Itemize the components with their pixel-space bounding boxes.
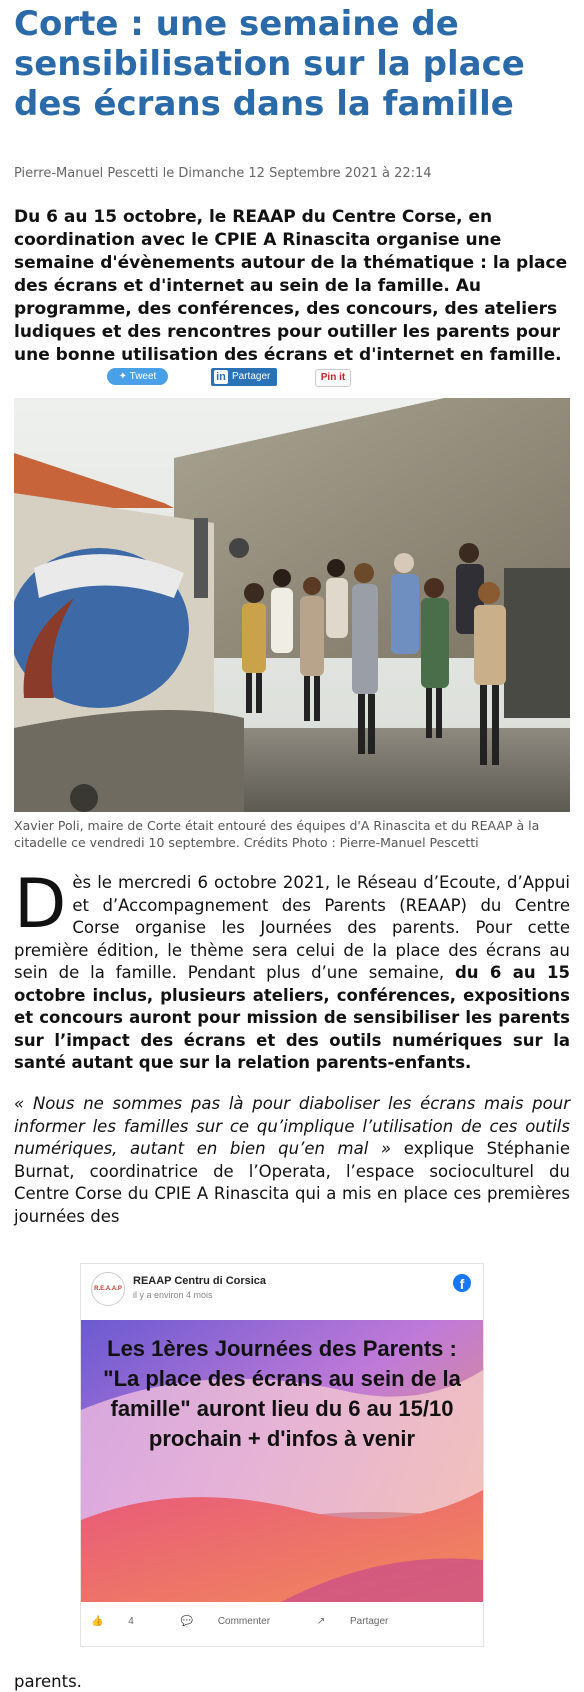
photo-caption: Xavier Poli, maire de Corte était entouré des équipes d'A Rinascita et du REAAP à la citadelle ce vendredi 10 septembre. Crédits Photo : Pierre-Manuel Pescetti [14,818,540,850]
linkedin-icon: in [214,370,228,384]
article-photo [14,398,570,812]
article-title: Corte : une semaine de sensibilisation sur la place des écrans dans la famille [14,4,525,124]
byline: Pierre-Manuel Pescetti le Dimanche 12 Septembre 2021 à 22:14 [14,166,432,181]
pinterest-button[interactable]: Pin it [315,369,351,387]
facebook-post-header [91,1272,471,1308]
body-paragraph-2: « Nous ne sommes pas là pour diaboliser les écrans mais pour informer les familles sur ce qu’implique l’utilisation de ces outils numériques, autant en bien qu’en mal » explique Stéphanie Burnat, coordinatrice de l’Operata, l’espace socioculturel du Centre Corse du CPIE A Rinascita qui a mis en place ces premières journées des [14,1094,571,1226]
facebook-post-actions [91,1616,432,1627]
facebook-embed[interactable] [80,1263,484,1647]
quote-text: « Nous ne sommes pas là pour diaboliser les écrans mais pour informer les familles sur ce qu’implique l’utilisation de ces outils numériques, autant en bien qu’en mal » [14,1094,570,1158]
like-count[interactable]: 👍 4 [91,1616,134,1627]
share-icon: ↗ [316,1616,326,1627]
facebook-icon[interactable]: f [453,1274,471,1292]
comment-button[interactable]: 💬 Commenter [180,1616,271,1627]
body-bold-text: du 6 au 15 octobre inclus, plusieurs ateliers, conférences, expositions et concours auront pour mission de sensibiliser les parents sur l’impact des écrans et des outils numériques sur la santé autant que sur la relation parents-enfants. [14,963,570,1072]
avatar[interactable]: R.E.A.A.P [91,1272,125,1306]
body-paragraph-end: parents. [14,1672,82,1691]
tweet-button[interactable]: ✦ Tweet [107,368,168,385]
facebook-post-time[interactable]: il y a environ 4 mois [133,1290,213,1300]
thumbs-up-icon: 👍 [91,1616,104,1627]
linkedin-share-button[interactable]: in Partager [211,368,277,386]
article-lead: Du 6 au 15 octobre, le REAAP du Centre Corse, en coordination avec le CPIE A Rinascita organise une semaine d'évènements autour de la thématique : la place des écrans et d'internet au sein de la famille. Au programme, des conférences, des concours, des ateliers ludiques et des rencontres pour outiller les parents pour une bonne utilisation des écrans et d'internet en famille. [14,207,568,365]
facebook-page-name[interactable]: REAAP Centru di Corsica [133,1275,267,1287]
comment-icon: 💬 [180,1616,194,1627]
share-button[interactable]: ↗ Partager [316,1616,389,1627]
drop-cap: D [14,865,67,944]
body-paragraph-1: Dès le mercredi 6 octobre 2021, le Réseau d’Ecoute, d’Appui et d’Accompagnement des Parents (REAAP) du Centre Corse organise les Journées des parents. Pour cette première édition, le thème sera celui de la place des écrans au sein de la famille. Pendant plus d’une semaine, du 6 au 15 octobre inclus, plusieurs ateliers, conférences, expositions et concours auront pour mission de sensibiliser les parents sur l’impact des écrans et des outils numériques sur la santé autant que sur la relation parents-enfants. [14,865,570,1072]
share-bar [14,368,570,388]
twitter-icon: ✦ [118,371,130,382]
facebook-post-text: Les 1ères Journées des Parents : "La place des écrans au sein de la famille" auront lieu du 6 au 15/10 prochain + d'infos à venir [103,1336,461,1451]
